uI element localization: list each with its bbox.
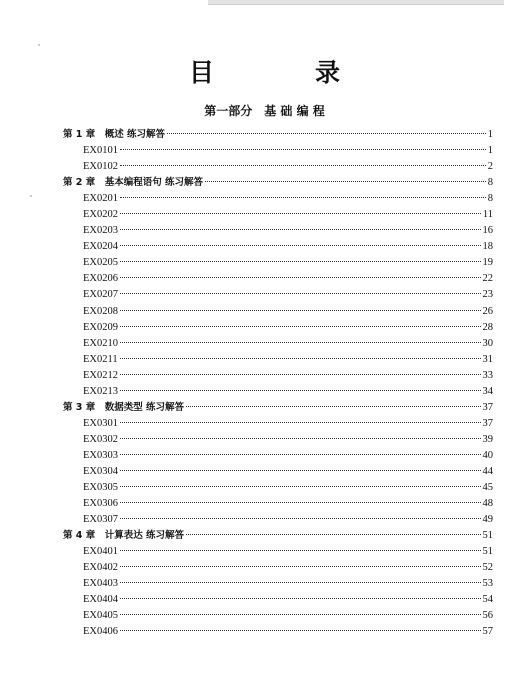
toc-entry-label: EX0301 [83, 417, 118, 429]
dot-leader [120, 486, 481, 487]
toc-entry-label: EX0212 [83, 369, 118, 381]
toc-entry-label: EX0306 [83, 498, 118, 510]
toc-entry-label: EX0402 [83, 562, 118, 574]
dot-leader [120, 550, 481, 551]
toc-entry-label: EX0209 [83, 321, 118, 333]
dot-leader [120, 470, 481, 471]
toc-exercise-entry[interactable] [63, 159, 493, 175]
toc-entry-page-number: 48 [482, 498, 493, 510]
table-of-contents [63, 127, 493, 641]
dot-leader [120, 390, 481, 391]
toc-entry-label: EX0206 [83, 273, 118, 285]
toc-entry-page-number: 31 [482, 353, 493, 365]
toc-entry-label: 第 4 章 计算表达 练习解答 [63, 530, 185, 542]
toc-chapter-entry[interactable] [63, 127, 493, 143]
dot-leader [120, 438, 481, 439]
dot-leader [120, 518, 481, 519]
toc-entry-page-number: 40 [482, 449, 493, 461]
toc-entry-page-number: 57 [482, 626, 493, 638]
toc-entry-page-number: 51 [482, 530, 493, 542]
toc-exercise-entry[interactable] [63, 608, 493, 624]
toc-entry-label: EX0202 [83, 209, 118, 221]
toc-exercise-entry[interactable] [63, 560, 493, 576]
dot-leader [120, 614, 481, 615]
dot-leader [120, 149, 486, 150]
toc-entry-label: EX0204 [83, 241, 118, 253]
toc-exercise-entry[interactable] [63, 143, 493, 159]
toc-exercise-entry[interactable] [63, 592, 493, 608]
toc-exercise-entry[interactable] [63, 304, 493, 320]
toc-entry-page-number: 52 [482, 562, 493, 574]
toc-chapter-entry[interactable] [63, 175, 493, 191]
dot-leader [120, 293, 481, 294]
toc-entry-label: EX0302 [83, 433, 118, 445]
toc-exercise-entry[interactable] [63, 480, 493, 496]
toc-chapter-entry[interactable] [63, 400, 493, 416]
toc-exercise-entry[interactable] [63, 336, 493, 352]
toc-entry-label: EX0102 [83, 161, 118, 173]
toc-exercise-entry[interactable] [63, 287, 493, 303]
toc-entry-page-number: 45 [482, 482, 493, 494]
toc-entry-page-number: 44 [482, 465, 493, 477]
toc-exercise-entry[interactable] [63, 352, 493, 368]
dot-leader [120, 310, 481, 311]
scan-speck [30, 195, 32, 197]
toc-entry-label: EX0205 [83, 257, 118, 269]
toc-entry-page-number: 37 [482, 417, 493, 429]
toc-entry-page-number: 51 [482, 546, 493, 558]
toc-entry-label: EX0307 [83, 514, 118, 526]
dot-leader [120, 630, 481, 631]
toc-entry-label: EX0304 [83, 465, 118, 477]
toc-exercise-entry[interactable] [63, 544, 493, 560]
toc-exercise-entry[interactable] [63, 368, 493, 384]
toc-exercise-entry[interactable] [63, 271, 493, 287]
toc-entry-page-number: 2 [487, 161, 493, 173]
dot-leader [120, 454, 481, 455]
toc-entry-label: EX0201 [83, 193, 118, 205]
toc-entry-page-number: 19 [482, 257, 493, 269]
toc-entry-page-number: 37 [482, 401, 493, 413]
toc-entry-label: EX0213 [83, 385, 118, 397]
toc-entry-page-number: 11 [482, 209, 493, 221]
toc-entry-page-number: 28 [482, 321, 493, 333]
toc-entry-page-number: 8 [487, 193, 493, 205]
toc-entry-label: EX0210 [83, 337, 118, 349]
toc-entry-page-number: 56 [482, 610, 493, 622]
dot-leader [167, 133, 486, 134]
toc-exercise-entry[interactable] [63, 384, 493, 400]
dot-leader [120, 342, 481, 343]
scan-speck [38, 44, 40, 46]
toc-exercise-entry[interactable] [63, 320, 493, 336]
dot-leader [120, 229, 481, 230]
toc-entry-label: 第 1 章 概述 练习解答 [63, 129, 166, 140]
toc-exercise-entry[interactable] [63, 432, 493, 448]
toc-entry-page-number: 22 [482, 273, 493, 285]
toc-exercise-entry[interactable] [63, 223, 493, 239]
toc-entry-page-number: 34 [482, 385, 493, 397]
toc-entry-label: EX0406 [83, 626, 118, 638]
toc-entry-page-number: 18 [482, 241, 493, 253]
dot-leader [186, 534, 480, 535]
toc-exercise-entry[interactable] [63, 255, 493, 271]
dot-leader [120, 566, 481, 567]
dot-leader [120, 598, 481, 599]
page-title: 目 录 [188, 57, 378, 87]
toc-entry-label: EX0208 [83, 305, 118, 317]
dot-leader [120, 197, 486, 198]
dot-leader [186, 406, 480, 407]
toc-entry-page-number: 8 [487, 177, 493, 189]
dot-leader [120, 245, 481, 246]
toc-entry-page-number: 23 [482, 289, 493, 301]
toc-exercise-entry[interactable] [63, 191, 493, 207]
toc-entry-page-number: 30 [482, 337, 493, 349]
dot-leader [120, 326, 481, 327]
dot-leader [120, 165, 486, 166]
toc-entry-label: EX0401 [83, 546, 118, 558]
toc-entry-label: EX0101 [83, 145, 118, 157]
toc-entry-label: EX0403 [83, 578, 118, 590]
toc-entry-page-number: 53 [482, 578, 493, 590]
toc-entry-page-number: 26 [482, 305, 493, 317]
toc-exercise-entry[interactable] [63, 239, 493, 255]
toc-entry-page-number: 1 [487, 145, 493, 157]
toc-entry-page-number: 54 [482, 594, 493, 606]
toc-entry-label: EX0305 [83, 482, 118, 494]
dot-leader [120, 277, 481, 278]
toc-exercise-entry[interactable] [63, 448, 493, 464]
toc-exercise-entry[interactable] [63, 624, 493, 640]
dot-leader [120, 358, 481, 359]
toc-entry-page-number: 49 [482, 514, 493, 526]
toc-exercise-entry[interactable] [63, 512, 493, 528]
part-heading: 第一部分 基 础 编 程 [204, 104, 325, 118]
dot-leader [120, 422, 481, 423]
dot-leader [120, 582, 481, 583]
dot-leader [120, 213, 481, 214]
toc-entry-label: EX0211 [83, 353, 118, 365]
page-top-strip [208, 0, 504, 5]
dot-leader [120, 502, 481, 503]
toc-exercise-entry[interactable] [63, 496, 493, 512]
toc-entry-label: 第 3 章 数据类型 练习解答 [63, 401, 185, 413]
toc-entry-label: 第 2 章 基本编程语句 练习解答 [63, 177, 204, 189]
dot-leader [120, 374, 481, 375]
toc-entry-label: EX0207 [83, 289, 118, 301]
toc-entry-label: EX0404 [83, 594, 118, 606]
toc-exercise-entry[interactable] [63, 207, 493, 223]
toc-entry-label: EX0303 [83, 449, 118, 461]
dot-leader [120, 261, 481, 262]
toc-entry-page-number: 33 [482, 369, 493, 381]
toc-chapter-entry[interactable] [63, 528, 493, 544]
toc-entry-page-number: 39 [482, 433, 493, 445]
toc-entry-page-number: 1 [487, 129, 493, 140]
toc-entry-page-number: 16 [482, 225, 493, 237]
toc-entry-label: EX0203 [83, 225, 118, 237]
toc-exercise-entry[interactable] [63, 416, 493, 432]
toc-exercise-entry[interactable] [63, 464, 493, 480]
dot-leader [205, 181, 486, 182]
toc-exercise-entry[interactable] [63, 576, 493, 592]
toc-entry-label: EX0405 [83, 610, 118, 622]
